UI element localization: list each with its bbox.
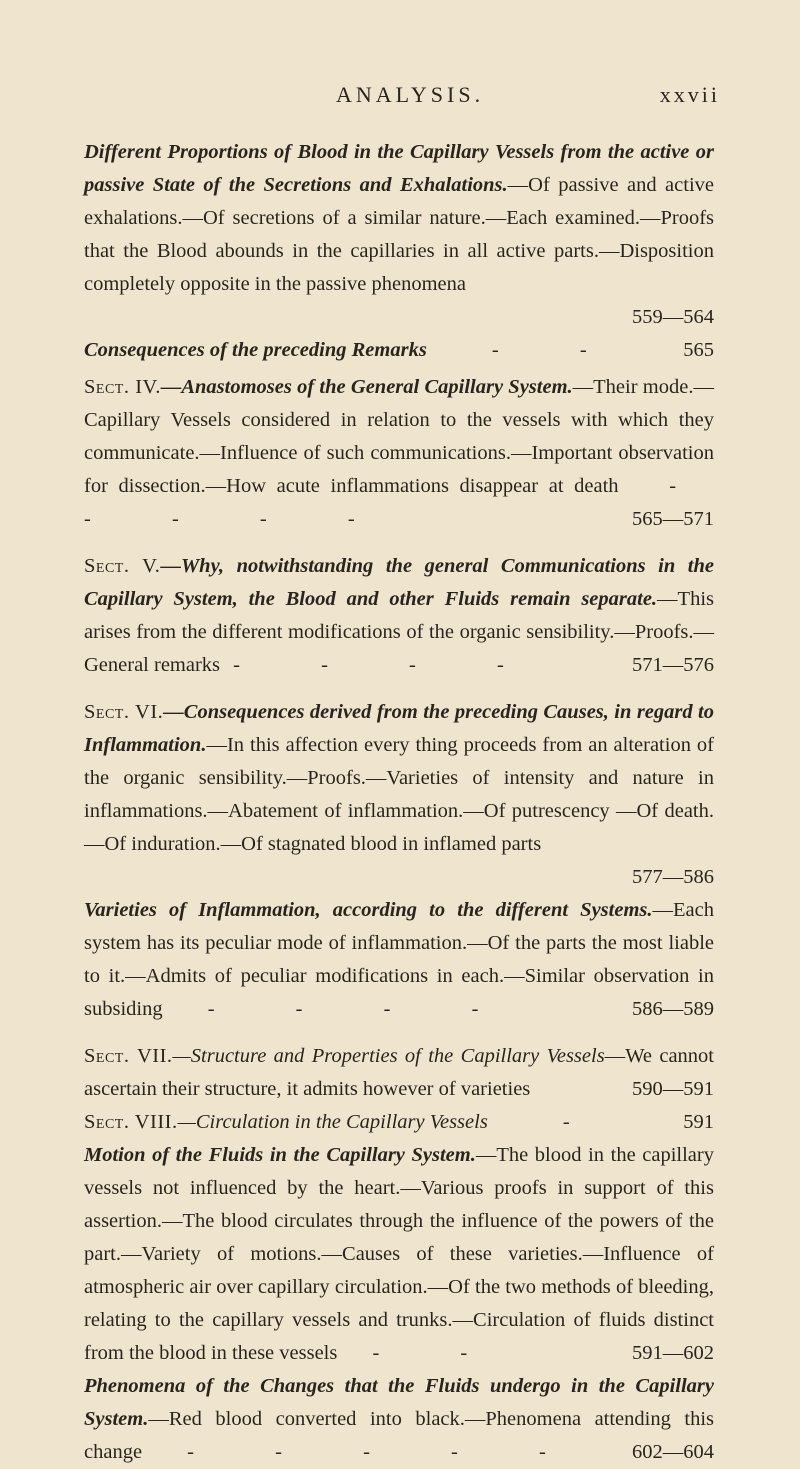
entry-leader: - - xyxy=(491,339,625,361)
entry-consequences xyxy=(84,334,714,367)
entry-phenomena-of-changes xyxy=(84,1370,714,1469)
entry-title: —Why, notwithstanding the general Communications in the Capillary System, the Blood and other Fluids remain separate. xyxy=(84,555,714,610)
entry-title: Consequences of the preceding Remarks xyxy=(84,339,427,361)
entry-leader: - xyxy=(562,1111,570,1133)
running-title: ANALYSIS. xyxy=(336,82,485,107)
entry-pages: 591—602 xyxy=(632,1342,714,1364)
entry-motion-of-fluids xyxy=(84,1139,714,1370)
entry-title: Varieties of Inflammation, according to the different Systems. xyxy=(84,899,653,921)
entry-sect-iv xyxy=(84,371,714,536)
entry-title: —Circulation in the Capillary Vessels xyxy=(177,1111,488,1133)
section-label: Sect. VII. xyxy=(84,1045,173,1067)
entry-title: —Structure and Properties of the Capillary Vessels xyxy=(172,1045,605,1067)
entry-body: —In this affection every thing proceeds from an alteration of the organic sensibility.—Proofs.—Varieties of intensity and nature in inflammations.—Abatement of inflammation.—Of putrescency —Of death.—Of induration.—Of stagnated blood in inflamed parts xyxy=(84,734,714,855)
entry-leader: - - - - - xyxy=(84,475,715,530)
entry-title: —Anastomoses of the General Capillary System. xyxy=(160,376,573,398)
entry-leader: - - - - - xyxy=(187,1441,584,1463)
entry-pages: 590—591 xyxy=(632,1078,714,1100)
entry-varieties-inflammation xyxy=(84,894,714,1026)
entry-body: —The blood in the capillary vessels not influenced by the heart.—Various proofs in support of this assertion.—The blood circulates through the influence of the powers of the part.—Variety of motions.—Causes of these varieties.—Influence of atmospheric air over capillary circulation.—Of the two methods of bleeding, relating to the capillary vessels and trunks.—Circulation of fluids distinct from the blood in these vessels xyxy=(84,1144,714,1364)
entry-body: —Their mode.—Capillary Vessels considered in relation to the vessels with which they communicate.—Influence of such communications.—Important observation for dissection.—How acute inflammations disappear at death xyxy=(84,376,714,497)
section-label: Sect. IV. xyxy=(84,376,161,398)
entry-leader: - - - - xyxy=(233,654,542,676)
section-label: Sect. VI. xyxy=(84,701,164,723)
entry-pages: 591 xyxy=(683,1111,714,1133)
entry-different-proportions xyxy=(84,136,714,334)
entry-sect-vi xyxy=(84,696,714,894)
entry-body: —Of passive and active exhalations.—Of secretions of a similar nature.—Each examined.—Proofs that the Blood abounds in the capillaries in all active parts.—Disposition completely opposite in the passive phenomena xyxy=(84,174,714,295)
entry-body: —Red blood converted into black.—Phenomena attending this change xyxy=(84,1408,714,1463)
entry-pages: 565 xyxy=(683,339,714,361)
entry-pages: 586—589 xyxy=(632,998,714,1020)
entry-title: Different Proportions of Blood in the Capillary Vessels from the active or passive State of the Secretions and Exhalations. xyxy=(84,141,714,196)
entry-title: Phenomena of the Changes that the Fluids undergo in the Capillary System. xyxy=(84,1375,714,1430)
entry-pages: 571—576 xyxy=(632,654,714,676)
entry-pages: 577—586 xyxy=(632,866,714,888)
entry-body: —This arises from the different modifications of the organic sensibility.—Proofs.—General remarks xyxy=(84,588,714,676)
entry-body: —We cannot ascertain their structure, it admits however of varieties xyxy=(84,1045,715,1100)
entry-body: —Each system has its peculiar mode of inflammation.—Of the parts the most liable to it.—Admits of peculiar modifications in each.—Similar observation in subsiding xyxy=(84,899,714,1020)
section-label: Sect. V. xyxy=(84,555,161,577)
entry-sect-v xyxy=(84,550,714,682)
entry-pages: 559—564 xyxy=(632,306,714,328)
entry-leader: - - xyxy=(372,1342,506,1364)
page-number: xxvii xyxy=(659,82,720,107)
entry-pages: 565—571 xyxy=(632,508,714,530)
entry-pages: 602—604 xyxy=(632,1441,714,1463)
entry-sect-viii xyxy=(84,1106,714,1139)
entry-title: —Consequences derived from the preceding Causes, in regard to Inflammation. xyxy=(84,701,714,756)
entry-leader: - - - - xyxy=(207,998,517,1020)
entry-sect-vii xyxy=(84,1040,714,1106)
entry-title: Motion of the Fluids in the Capillary System. xyxy=(84,1144,476,1166)
section-label: Sect. VIII. xyxy=(84,1111,178,1133)
analysis-text xyxy=(84,136,714,1469)
page-header xyxy=(0,82,800,118)
